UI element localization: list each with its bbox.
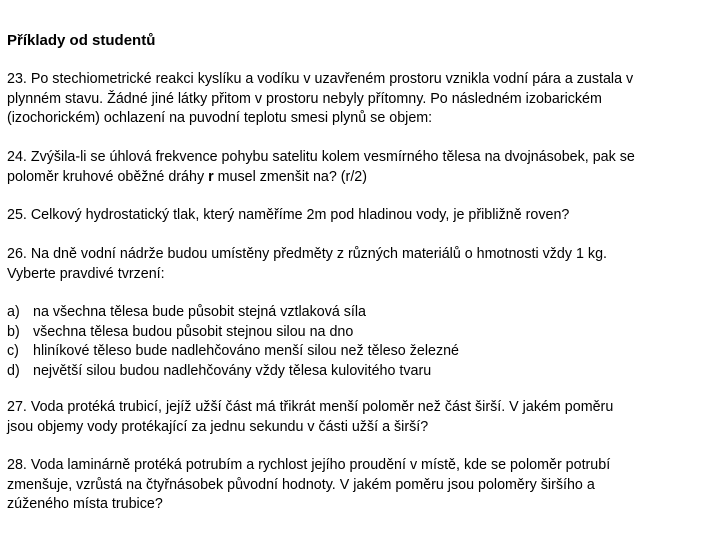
question-24-line-1: 24. Zvýšila-li se úhlová frekvence pohybu satelitu kolem vesmírného tělesa na dvojnásobek, pak se xyxy=(7,149,635,165)
question-24-line-2 xyxy=(7,168,635,188)
question-27-line-1: 27. Voda protéká trubicí, jejíž užší část má třikrát menší poloměr než část širší. V jakém poměru xyxy=(7,399,614,415)
page-title: Příklady od studentů xyxy=(7,32,156,49)
question-24-line-2-post: musel zmenšit na? (r/2) xyxy=(213,168,367,185)
question-28-line-2: zmenšuje, vzrůstá na čtyřnásobek původní hodnoty. V jakém poměru jsou poloměry širšího a xyxy=(7,476,595,493)
option-d xyxy=(7,362,459,382)
question-23-line-3: (izochorickém) ochlazení na puvodní teplotu smesi plynů se objem: xyxy=(7,110,433,126)
question-25 xyxy=(7,206,569,226)
option-b-letter: b) xyxy=(7,323,20,340)
question-23-line-1: 23. Po stechiometrické reakci kyslíku a vodíku v uzavřeném prostoru vznikla vodní pára a zustala v xyxy=(7,71,634,87)
question-27 xyxy=(7,398,613,437)
option-c-text: hliníkové těleso bude nadlehčováno menší silou než těleso železné xyxy=(33,343,460,359)
option-a xyxy=(7,303,459,323)
question-25-line-1: 25. Celkový hydrostatický tlak, který naměříme 2m pod hladinou vody, je přibližně roven? xyxy=(7,207,570,223)
question-23 xyxy=(7,70,633,129)
question-24-line-2-pre: poloměr kruhové oběžné dráhy xyxy=(7,168,209,185)
question-26 xyxy=(7,245,607,284)
question-27-line-2: jsou objemy vody protékající za jednu sekundu v části užší a širší? xyxy=(7,418,429,435)
option-d-letter: d) xyxy=(7,362,20,379)
option-c xyxy=(7,342,459,362)
question-23-line-2: plynném stavu. Žádné jiné látky přitom v prostoru nebyly přítomny. Po následném izobarickém xyxy=(7,90,602,107)
radius-symbol: r xyxy=(208,168,214,185)
question-24 xyxy=(7,148,635,187)
question-26-line-1: 26. Na dně vodní nádrže budou umístěny předměty z různých materiálů o hmotnosti vždy 1 kg. xyxy=(7,246,607,262)
question-26-options xyxy=(7,303,459,381)
question-28-line-3: zúženého místa trubice? xyxy=(7,496,163,512)
option-c-letter: c) xyxy=(7,343,19,359)
option-b xyxy=(7,323,459,343)
question-28-line-1: 28. Voda laminárně protéká potrubím a rychlost jejího proudění v místě, kde se poloměr potrubí xyxy=(7,457,611,473)
option-d-text: největší silou budou nadlehčovány vždy tělesa kulovitého tvaru xyxy=(33,362,432,379)
option-a-text: na všechna tělesa bude působit stejná vztlaková síla xyxy=(33,304,367,320)
option-a-letter: a) xyxy=(7,304,20,320)
question-26-line-2: Vyberte pravdivé tvrzení: xyxy=(7,265,165,282)
option-b-text: všechna tělesa budou působit stejnou silou na dno xyxy=(33,323,354,340)
question-28 xyxy=(7,456,610,515)
